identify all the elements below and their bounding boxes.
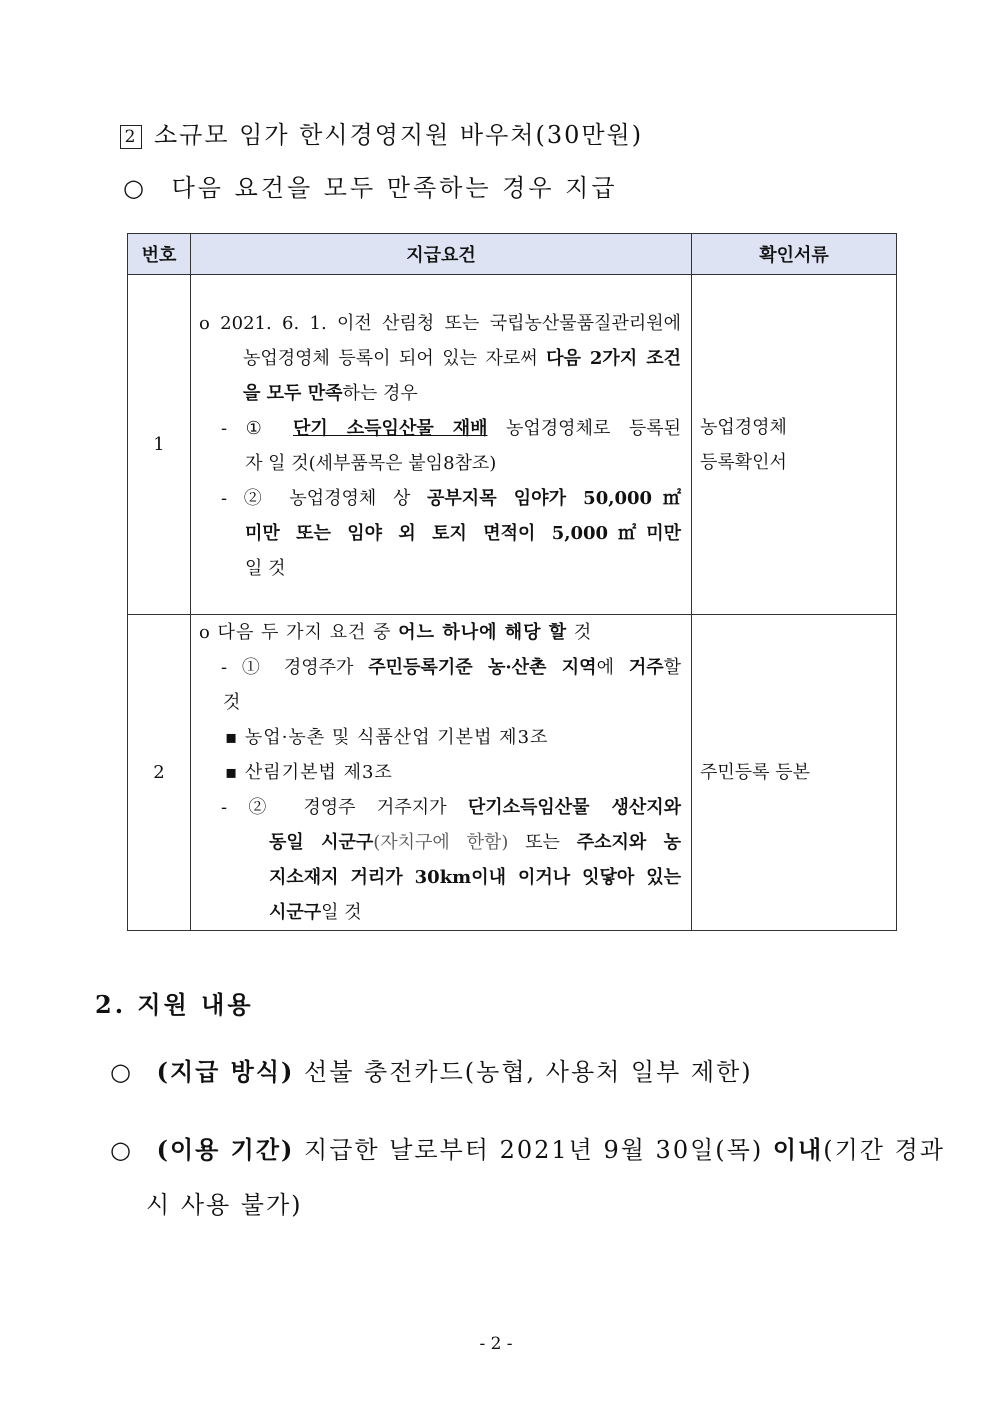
row-requirement bbox=[191, 275, 692, 615]
circle-bullet-icon: ○ bbox=[110, 1058, 133, 1086]
req-line: 을 모두 만족하는 경우 bbox=[243, 383, 418, 404]
requirements-table bbox=[127, 233, 897, 931]
req-line: 동일 시군구(자치구에 한함) 또는 주소지와 농 bbox=[269, 832, 681, 853]
req-line: 지소재지 거리가 30km이내 이거나 잇닿아 있는 bbox=[269, 867, 681, 888]
circle-bullet-icon: ○ bbox=[123, 174, 147, 202]
req-line: o 다음 두 가지 요건 중 어느 하나에 해당 할 것 bbox=[199, 622, 593, 643]
req-line: - ② 농업경영체 상 공부지목 임야가 50,000㎡ bbox=[221, 488, 682, 509]
req-line: ▪ 농업·농촌 및 식품산업 기본법 제3조 bbox=[225, 727, 549, 748]
req-line: 농업경영체 등록이 되어 있는 자로써 다음 2가지 조건 bbox=[243, 348, 681, 369]
row-number: 2 bbox=[128, 615, 191, 931]
list-item: ○ (지급 방식) 선불 충전카드(농협, 사용처 일부 제한) bbox=[110, 1057, 753, 1086]
page-number: - 2 - bbox=[479, 1334, 513, 1354]
req-line: ▪ 산림기본법 제3조 bbox=[225, 762, 393, 783]
row-requirement bbox=[191, 615, 692, 931]
header-number: 번호 bbox=[128, 234, 191, 275]
list-item: ○ (이용 기간) 지급한 날로부터 2021년 9월 30일(목) 이내(기간 경과 bbox=[110, 1135, 945, 1164]
section-number-box: 2 bbox=[120, 125, 142, 149]
req-line: - ② 경영주 거주지가 단기소득임산물 생산지와 bbox=[221, 797, 681, 818]
section-title: 소규모 임가 한시경영지원 바우처(30만원) bbox=[154, 121, 644, 149]
req-line: o 2021. 6. 1. 이전 산림청 또는 국립농산물품질관리원에 bbox=[199, 313, 681, 334]
table-row bbox=[128, 275, 897, 615]
req-line: - ① 경영주가 주민등록기준 농·산촌 지역에 거주할 bbox=[221, 657, 681, 678]
req-line: 시군구일 것 bbox=[269, 902, 362, 923]
row-number: 1 bbox=[128, 275, 191, 615]
row-documents: 주민등록 등본 bbox=[692, 615, 897, 931]
req-line: 것 bbox=[223, 692, 241, 713]
condition-text: 다음 요건을 모두 만족하는 경우 지급 bbox=[171, 174, 618, 202]
header-documents: 확인서류 bbox=[692, 234, 897, 275]
section-condition bbox=[123, 168, 618, 203]
section-heading bbox=[120, 115, 643, 150]
row-documents: 농업경영체 등록확인서 bbox=[692, 275, 897, 615]
table-header-row bbox=[128, 234, 897, 275]
circle-bullet-icon: ○ bbox=[110, 1136, 133, 1164]
req-line: 일 것 bbox=[245, 558, 286, 579]
section2-title: 2. 지원 내용 bbox=[95, 990, 254, 1019]
req-line: - ① 단기 소득임산물 재배 농업경영체로 등록된 bbox=[221, 418, 681, 439]
list-item-continuation: 시 사용 불가) bbox=[146, 1191, 303, 1219]
req-line: 자 일 것(세부품목은 붙임8참조) bbox=[245, 453, 497, 474]
req-line: 미만 또는 임야 외 토지 면적이 5,000㎡미만 bbox=[245, 523, 681, 544]
table-row bbox=[128, 615, 897, 931]
header-requirement: 지급요건 bbox=[191, 234, 692, 275]
